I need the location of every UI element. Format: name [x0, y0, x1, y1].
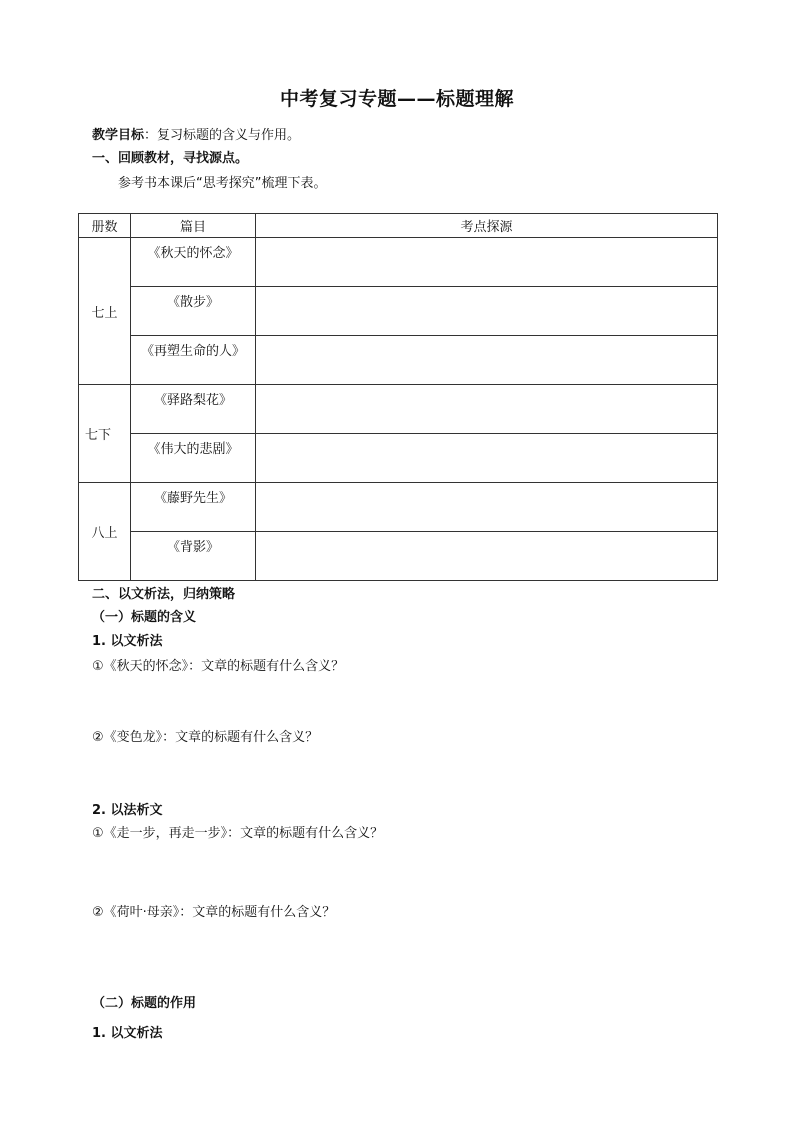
source-cell[interactable]: [256, 238, 718, 287]
review-table: [78, 213, 718, 581]
section2-heading: 二、以文析法，归纳策略: [92, 587, 236, 602]
table-row: [79, 532, 718, 581]
source-cell[interactable]: [256, 287, 718, 336]
question-autumn: ①《秋天的怀念》：文章的标题有什么含义？: [92, 659, 345, 674]
piece-cell: 《驿路梨花》: [131, 385, 256, 434]
table-header-row: [79, 214, 718, 238]
table-row: [79, 385, 718, 434]
section1-heading: 一、回顾教材，寻找源点。: [92, 151, 249, 166]
table-row: [79, 483, 718, 532]
sub2-heading: （二）标题的作用: [92, 996, 197, 1011]
header-source: 考点探源: [256, 214, 718, 238]
sub1-part2-heading: 2. 以法析文: [92, 803, 163, 818]
header-volume: 册数: [79, 214, 131, 238]
volume-cell: 七上: [79, 238, 131, 385]
table-row: [79, 434, 718, 483]
section1-instruction: 参考书本课后“思考探究”梳理下表。: [118, 176, 327, 191]
piece-cell: 《再塑生命的人》: [131, 336, 256, 385]
source-cell[interactable]: [256, 483, 718, 532]
piece-cell: 《秋天的怀念》: [131, 238, 256, 287]
piece-cell: 《伟大的悲剧》: [131, 434, 256, 483]
sub1-heading: （一）标题的含义: [92, 610, 197, 625]
question-chameleon: ②《变色龙》：文章的标题有什么含义？: [92, 730, 319, 745]
piece-cell: 《背影》: [131, 532, 256, 581]
table-row: [79, 287, 718, 336]
source-cell[interactable]: [256, 385, 718, 434]
piece-cell: 《藤野先生》: [131, 483, 256, 532]
table-row: [79, 238, 718, 287]
volume-cell: 七下: [79, 385, 131, 483]
question-step: ①《走一步，再走一步》：文章的标题有什么含义？: [92, 826, 384, 841]
sub2-part1-heading: 1. 以文析法: [92, 1026, 163, 1041]
objective-text: ：复习标题的含义与作用。: [144, 128, 301, 143]
sub1-part1-heading: 1. 以文析法: [92, 634, 163, 649]
piece-cell: 《散步》: [131, 287, 256, 336]
page-title: 中考复习专题——标题理解: [279, 88, 514, 110]
objective-label: 教学目标: [92, 128, 145, 143]
objective-line: [92, 124, 300, 143]
header-piece: 篇目: [131, 214, 256, 238]
source-cell[interactable]: [256, 434, 718, 483]
source-cell[interactable]: [256, 336, 718, 385]
source-cell[interactable]: [256, 532, 718, 581]
table-row: [79, 336, 718, 385]
question-lotus: ②《荷叶·母亲》：文章的标题有什么含义？: [92, 905, 336, 920]
volume-cell: 八上: [79, 483, 131, 581]
